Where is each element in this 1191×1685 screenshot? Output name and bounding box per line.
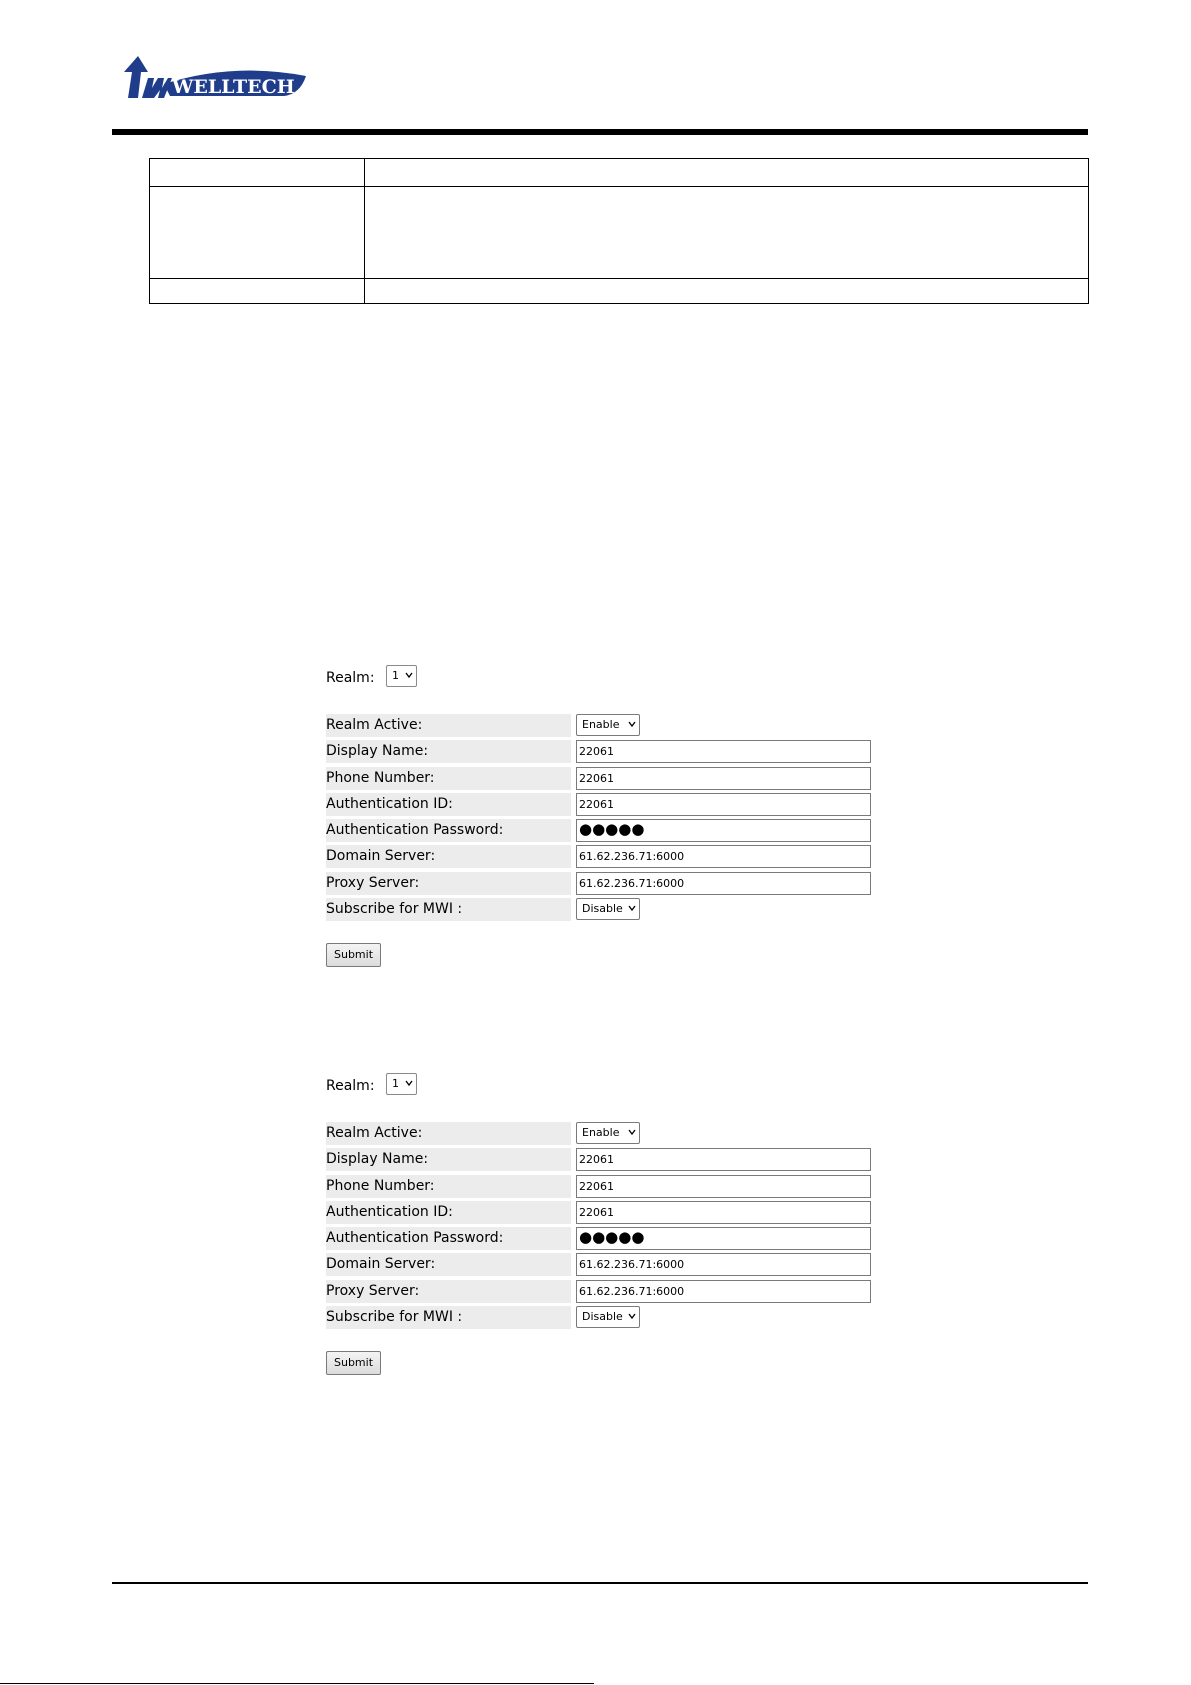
- display-name-label: Display Name:: [326, 740, 571, 763]
- subscribe-mwi-value: Disable: [582, 1310, 623, 1324]
- realm-select-value: 1: [392, 1077, 399, 1090]
- authentication-password-label: Authentication Password:: [326, 819, 571, 842]
- logo-text: WELLTECH: [172, 76, 295, 98]
- row-subscribe-mwi: [326, 1305, 871, 1331]
- phone-number-input[interactable]: 22061: [576, 1175, 871, 1198]
- row-subscribe-mwi: [326, 897, 871, 923]
- header-rule: [112, 129, 1088, 135]
- row-display-name: [326, 1147, 871, 1173]
- realm-active-label: Realm Active:: [326, 1122, 571, 1145]
- authentication-id-input[interactable]: 22061: [576, 793, 871, 816]
- realm-active-select[interactable]: [576, 1122, 640, 1144]
- realm-label: Realm:: [326, 670, 375, 686]
- submit-button[interactable]: Submit: [326, 1351, 381, 1375]
- authentication-password-label: Authentication Password:: [326, 1227, 571, 1250]
- row-realm-active: [326, 713, 871, 739]
- authentication-password-input[interactable]: ●●●●●: [576, 819, 871, 842]
- display-name-input[interactable]: 22061: [576, 1148, 871, 1171]
- row-proxy-server: [326, 871, 871, 897]
- realm-settings-form-2: [326, 1073, 871, 1369]
- chevron-down-icon: [628, 720, 636, 728]
- footnote-separator: [0, 1683, 594, 1684]
- subscribe-mwi-label: Subscribe for MWI :: [326, 898, 571, 921]
- table-cell: [150, 279, 365, 304]
- chevron-down-icon: [628, 1128, 636, 1136]
- realm-active-value: Enable: [582, 1126, 620, 1139]
- realm-active-label: Realm Active:: [326, 714, 571, 737]
- submit-button[interactable]: Submit: [326, 943, 381, 967]
- authentication-id-input[interactable]: 22061: [576, 1201, 871, 1224]
- domain-server-label: Domain Server:: [326, 1253, 571, 1276]
- realm-settings-form-1: [326, 665, 871, 961]
- realm-label: Realm:: [326, 1078, 375, 1094]
- welltech-logo: [124, 54, 310, 102]
- phone-number-label: Phone Number:: [326, 767, 571, 790]
- realm-row: [326, 1073, 871, 1099]
- authentication-id-label: Authentication ID:: [326, 793, 571, 816]
- authentication-id-label: Authentication ID:: [326, 1201, 571, 1224]
- subscribe-mwi-select[interactable]: [576, 1306, 640, 1328]
- row-authentication-id: [326, 1200, 871, 1226]
- subscribe-mwi-label: Subscribe for MWI :: [326, 1306, 571, 1329]
- row-authentication-password: [326, 1226, 871, 1252]
- row-authentication-id: [326, 792, 871, 818]
- table-cell: [150, 159, 365, 187]
- table-cell: [365, 187, 1089, 279]
- fields-list: [326, 713, 871, 923]
- domain-server-label: Domain Server:: [326, 845, 571, 868]
- chevron-down-icon: [628, 904, 636, 912]
- row-realm-active: [326, 1121, 871, 1147]
- realm-active-select[interactable]: [576, 714, 640, 736]
- parameter-table: [149, 158, 1089, 304]
- phone-number-label: Phone Number:: [326, 1175, 571, 1198]
- table-cell: [150, 187, 365, 279]
- row-proxy-server: [326, 1279, 871, 1305]
- domain-server-input[interactable]: 61.62.236.71:6000: [576, 845, 871, 868]
- chevron-down-icon: [405, 671, 413, 679]
- table-cell: [365, 279, 1089, 304]
- proxy-server-input[interactable]: 61.62.236.71:6000: [576, 872, 871, 895]
- chevron-down-icon: [405, 1079, 413, 1087]
- realm-row: [326, 665, 871, 691]
- realm-active-value: Enable: [582, 718, 620, 731]
- phone-number-input[interactable]: 22061: [576, 767, 871, 790]
- display-name-label: Display Name:: [326, 1148, 571, 1171]
- realm-select[interactable]: [386, 665, 417, 687]
- fields-list: [326, 1121, 871, 1331]
- authentication-password-input[interactable]: ●●●●●: [576, 1227, 871, 1250]
- row-display-name: [326, 739, 871, 765]
- row-authentication-password: [326, 818, 871, 844]
- row-domain-server: [326, 1252, 871, 1278]
- table-cell: [365, 159, 1089, 187]
- subscribe-mwi-value: Disable: [582, 902, 623, 916]
- row-domain-server: [326, 844, 871, 870]
- row-phone-number: [326, 766, 871, 792]
- proxy-server-label: Proxy Server:: [326, 872, 571, 895]
- row-phone-number: [326, 1174, 871, 1200]
- subscribe-mwi-select[interactable]: [576, 898, 640, 920]
- display-name-input[interactable]: 22061: [576, 740, 871, 763]
- footer-rule: [112, 1582, 1088, 1584]
- realm-select-value: 1: [392, 669, 399, 682]
- realm-select[interactable]: [386, 1073, 417, 1095]
- proxy-server-label: Proxy Server:: [326, 1280, 571, 1303]
- domain-server-input[interactable]: 61.62.236.71:6000: [576, 1253, 871, 1276]
- proxy-server-input[interactable]: 61.62.236.71:6000: [576, 1280, 871, 1303]
- chevron-down-icon: [628, 1312, 636, 1320]
